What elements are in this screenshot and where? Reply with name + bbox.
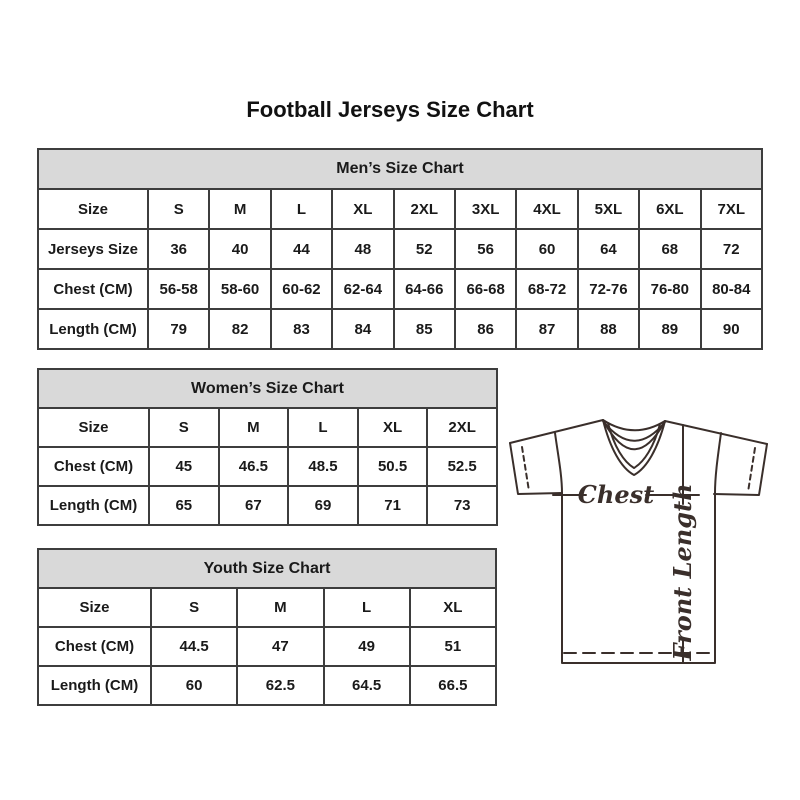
- value-cell: 40: [209, 229, 270, 269]
- value-cell: 83: [271, 309, 332, 349]
- value-cell: 60: [151, 666, 237, 705]
- value-cell: 66-68: [455, 269, 516, 309]
- value-cell: 36: [148, 229, 209, 269]
- womens-size-table: [37, 368, 498, 526]
- front-length-label: Front Length: [668, 483, 697, 661]
- row-label-cell: Size: [38, 408, 149, 447]
- value-cell: XL: [410, 588, 496, 627]
- value-cell: 52: [394, 229, 455, 269]
- youth-size-table: [37, 548, 497, 706]
- value-cell: 80-84: [701, 269, 762, 309]
- jersey-collar: [603, 420, 665, 475]
- value-cell: 48: [332, 229, 393, 269]
- row-label-cell: Length (CM): [38, 309, 148, 349]
- value-cell: 2XL: [427, 408, 497, 447]
- value-cell: 50.5: [358, 447, 428, 486]
- value-cell: 6XL: [639, 189, 700, 229]
- value-cell: 4XL: [516, 189, 577, 229]
- mens-size-table: [37, 148, 763, 350]
- value-cell: 82: [209, 309, 270, 349]
- table-title-cell: Youth Size Chart: [38, 549, 496, 588]
- value-cell: 7XL: [701, 189, 762, 229]
- row-label-cell: Size: [38, 189, 148, 229]
- page-title: Football Jerseys Size Chart: [246, 97, 534, 122]
- value-cell: 84: [332, 309, 393, 349]
- table-title-cell: Men’s Size Chart: [38, 149, 762, 189]
- value-cell: 72: [701, 229, 762, 269]
- value-cell: 67: [219, 486, 289, 525]
- value-cell: M: [237, 588, 323, 627]
- value-cell: 51: [410, 627, 496, 666]
- value-cell: XL: [358, 408, 428, 447]
- value-cell: 89: [639, 309, 700, 349]
- value-cell: XL: [332, 189, 393, 229]
- table-title-cell: Women’s Size Chart: [38, 369, 497, 408]
- value-cell: 5XL: [578, 189, 639, 229]
- row-label-cell: Chest (CM): [38, 447, 149, 486]
- value-cell: 69: [288, 486, 358, 525]
- jersey-outline: [510, 443, 562, 494]
- jersey-outline: [665, 421, 767, 444]
- value-cell: S: [148, 189, 209, 229]
- jersey-outline: [715, 433, 721, 493]
- jersey-diagram: [498, 400, 778, 685]
- value-cell: 44: [271, 229, 332, 269]
- row-label-cell: Length (CM): [38, 486, 149, 525]
- value-cell: 56: [455, 229, 516, 269]
- value-cell: 68-72: [516, 269, 577, 309]
- value-cell: 58-60: [209, 269, 270, 309]
- value-cell: 66.5: [410, 666, 496, 705]
- value-cell: 3XL: [455, 189, 516, 229]
- value-cell: 79: [148, 309, 209, 349]
- value-cell: 52.5: [427, 447, 497, 486]
- value-cell: M: [219, 408, 289, 447]
- row-label-cell: Jerseys Size: [38, 229, 148, 269]
- value-cell: M: [209, 189, 270, 229]
- value-cell: 71: [358, 486, 428, 525]
- value-cell: L: [271, 189, 332, 229]
- value-cell: 64-66: [394, 269, 455, 309]
- value-cell: 62-64: [332, 269, 393, 309]
- value-cell: 90: [701, 309, 762, 349]
- value-cell: 72-76: [578, 269, 639, 309]
- value-cell: S: [149, 408, 219, 447]
- value-cell: 48.5: [288, 447, 358, 486]
- value-cell: 76-80: [639, 269, 700, 309]
- value-cell: 49: [324, 627, 410, 666]
- value-cell: 86: [455, 309, 516, 349]
- cuff-stitch-line: [748, 448, 755, 492]
- value-cell: 47: [237, 627, 323, 666]
- chest-label: Chest: [577, 480, 655, 509]
- value-cell: 73: [427, 486, 497, 525]
- jersey-outline: [555, 433, 562, 493]
- cuff-stitch-line: [522, 447, 529, 491]
- value-cell: L: [288, 408, 358, 447]
- value-cell: 2XL: [394, 189, 455, 229]
- value-cell: L: [324, 588, 410, 627]
- value-cell: 60-62: [271, 269, 332, 309]
- value-cell: 62.5: [237, 666, 323, 705]
- value-cell: 46.5: [219, 447, 289, 486]
- value-cell: 44.5: [151, 627, 237, 666]
- value-cell: S: [151, 588, 237, 627]
- jersey-outline: [714, 444, 767, 495]
- row-label-cell: Length (CM): [38, 666, 151, 705]
- jersey-collar: [603, 420, 665, 430]
- row-label-cell: Chest (CM): [38, 627, 151, 666]
- value-cell: 60: [516, 229, 577, 269]
- value-cell: 64: [578, 229, 639, 269]
- value-cell: 85: [394, 309, 455, 349]
- value-cell: 56-58: [148, 269, 209, 309]
- value-cell: 65: [149, 486, 219, 525]
- value-cell: 64.5: [324, 666, 410, 705]
- value-cell: 88: [578, 309, 639, 349]
- row-label-cell: Size: [38, 588, 151, 627]
- value-cell: 45: [149, 447, 219, 486]
- value-cell: 87: [516, 309, 577, 349]
- row-label-cell: Chest (CM): [38, 269, 148, 309]
- value-cell: 68: [639, 229, 700, 269]
